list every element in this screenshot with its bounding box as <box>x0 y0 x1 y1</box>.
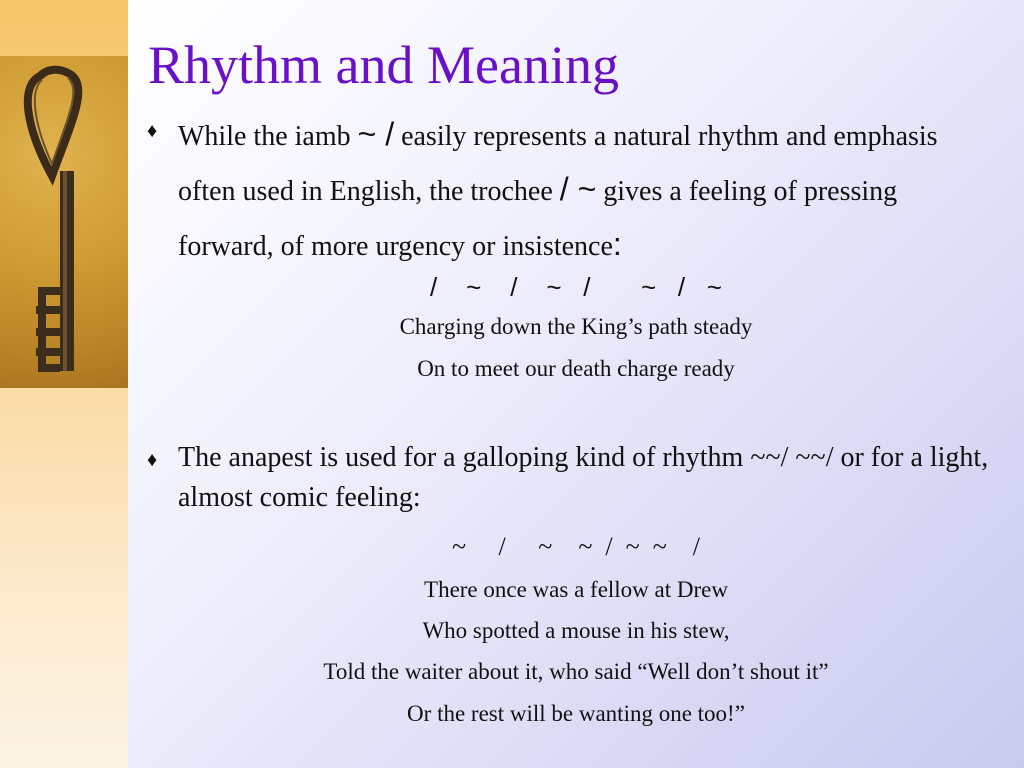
verse-line: There once was a fellow at Drew <box>424 577 728 602</box>
bullet-diamond-icon: ♦ <box>147 120 158 142</box>
bullet-text-anapest: The anapest is used for a galloping kind of rhythm ~~/ ~~/ or for a light, almost comic feeling: <box>178 442 989 513</box>
verse-line: Charging down the King’s path steady <box>399 314 753 339</box>
bullet-diamond-icon: ♦ <box>147 449 158 471</box>
verse-line: Who spotted a mouse in his stew, <box>422 618 730 643</box>
trochee-notation: / ~ <box>559 171 597 207</box>
verse-line: On to meet our death charge ready <box>417 356 735 381</box>
text-fragment: gives a feeling of pressing forward, of more urgency or insistence <box>178 176 898 262</box>
scansion-trochee: / ~ / ~ / ~ / ~ <box>430 272 722 302</box>
text-fragment: While the iamb <box>178 121 358 152</box>
key-icon <box>0 56 128 388</box>
key-image <box>0 56 128 388</box>
verse-line: Or the rest will be wanting one too!” <box>407 701 745 726</box>
text-fragment: easily represents a natural rhythm and emphasis often used in English, the trochee <box>178 121 938 207</box>
verse-line: Told the waiter about it, who said “Well don’t shout it” <box>323 659 829 684</box>
scansion-anapest: ~ / ~ ~ / ~ ~ / <box>451 532 700 561</box>
colon: : <box>612 226 622 262</box>
iamb-notation: ~ / <box>357 116 395 152</box>
bullet-text-iamb-trochee <box>178 108 998 273</box>
slide-title: Rhythm and Meaning <box>148 35 619 95</box>
